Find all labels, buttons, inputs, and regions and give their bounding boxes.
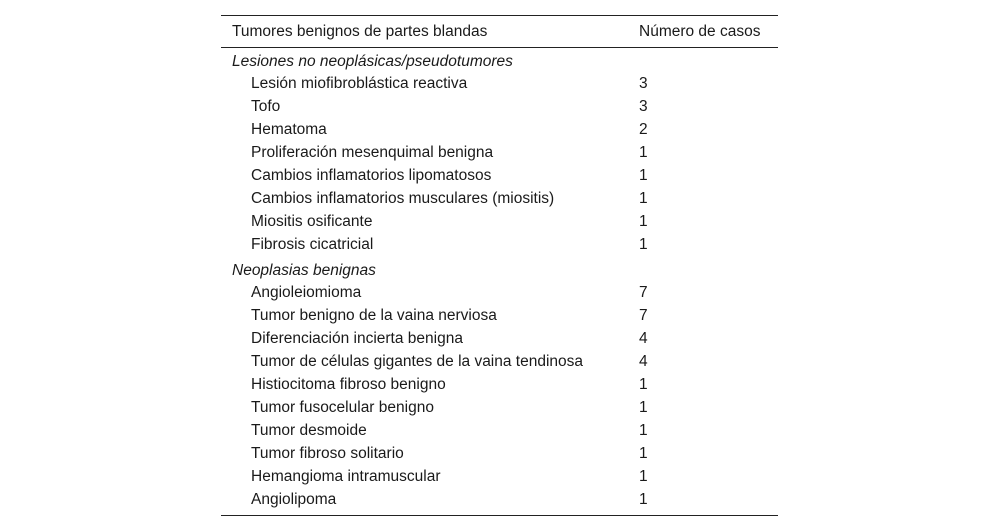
table-row	[221, 96, 778, 119]
tumor-name: Cambios inflamatorios musculares (miositis)	[251, 190, 555, 207]
tumor-name: Tumor benigno de la vaina nerviosa	[251, 307, 497, 324]
header-case-count: Número de casos	[639, 23, 761, 40]
table-row	[221, 211, 778, 234]
tumor-name: Cambios inflamatorios lipomatosos	[251, 167, 492, 184]
tumor-name: Hemangioma intramuscular	[251, 468, 441, 485]
tumor-name: Angioleiomioma	[251, 284, 362, 301]
table-row	[221, 119, 778, 142]
tumor-name: Lesión miofibroblástica reactiva	[251, 75, 468, 92]
case-count: 3	[639, 98, 648, 115]
tumor-name: Tofo	[251, 98, 281, 115]
case-count: 1	[639, 144, 648, 161]
case-count: 3	[639, 75, 648, 92]
case-count: 1	[639, 445, 648, 462]
section-title: Neoplasias benignas	[232, 262, 376, 279]
tumor-table	[221, 15, 778, 516]
tumor-name: Tumor de células gigantes de la vaina tendinosa	[251, 353, 584, 370]
case-count: 7	[639, 307, 648, 324]
tumor-name: Miositis osificante	[251, 213, 373, 230]
table-row	[221, 234, 778, 257]
section-header-pseudotumores	[221, 50, 778, 73]
case-count: 1	[639, 422, 648, 439]
header-tumor-type: Tumores benignos de partes blandas	[232, 23, 488, 40]
table-header-row	[221, 16, 778, 47]
tumor-name: Diferenciación incierta benigna	[251, 330, 463, 347]
table-row	[221, 489, 778, 512]
table-row	[221, 443, 778, 466]
case-count: 2	[639, 121, 648, 138]
table-row	[221, 305, 778, 328]
case-count: 1	[639, 399, 648, 416]
tumor-name: Fibrosis cicatricial	[251, 236, 374, 253]
case-count: 4	[639, 330, 648, 347]
tumor-name: Histiocitoma fibroso benigno	[251, 376, 446, 393]
table-row	[221, 420, 778, 443]
case-count: 1	[639, 376, 648, 393]
tumor-name: Proliferación mesenquimal benigna	[251, 144, 494, 161]
case-count: 1	[639, 236, 648, 253]
case-count: 1	[639, 468, 648, 485]
table-row	[221, 73, 778, 96]
table-row	[221, 188, 778, 211]
table-row	[221, 165, 778, 188]
case-count: 7	[639, 284, 648, 301]
tumor-name: Tumor desmoide	[251, 422, 367, 439]
tumor-name: Tumor fibroso solitario	[251, 445, 404, 462]
table-bottom-rule	[221, 515, 778, 516]
table-row	[221, 374, 778, 397]
section-title: Lesiones no neoplásicas/pseudotumores	[232, 53, 513, 70]
case-count: 4	[639, 353, 648, 370]
case-count: 1	[639, 491, 648, 508]
table-row	[221, 397, 778, 420]
tumor-name: Angiolipoma	[251, 491, 337, 508]
table-row	[221, 328, 778, 351]
table-row	[221, 466, 778, 489]
tumor-name: Tumor fusocelular benigno	[251, 399, 434, 416]
case-count: 1	[639, 167, 648, 184]
table-row	[221, 142, 778, 165]
section-header-neoplasias	[221, 259, 778, 282]
tumor-name: Hematoma	[251, 121, 327, 138]
case-count: 1	[639, 213, 648, 230]
table-row	[221, 282, 778, 305]
table-row	[221, 351, 778, 374]
case-count: 1	[639, 190, 648, 207]
